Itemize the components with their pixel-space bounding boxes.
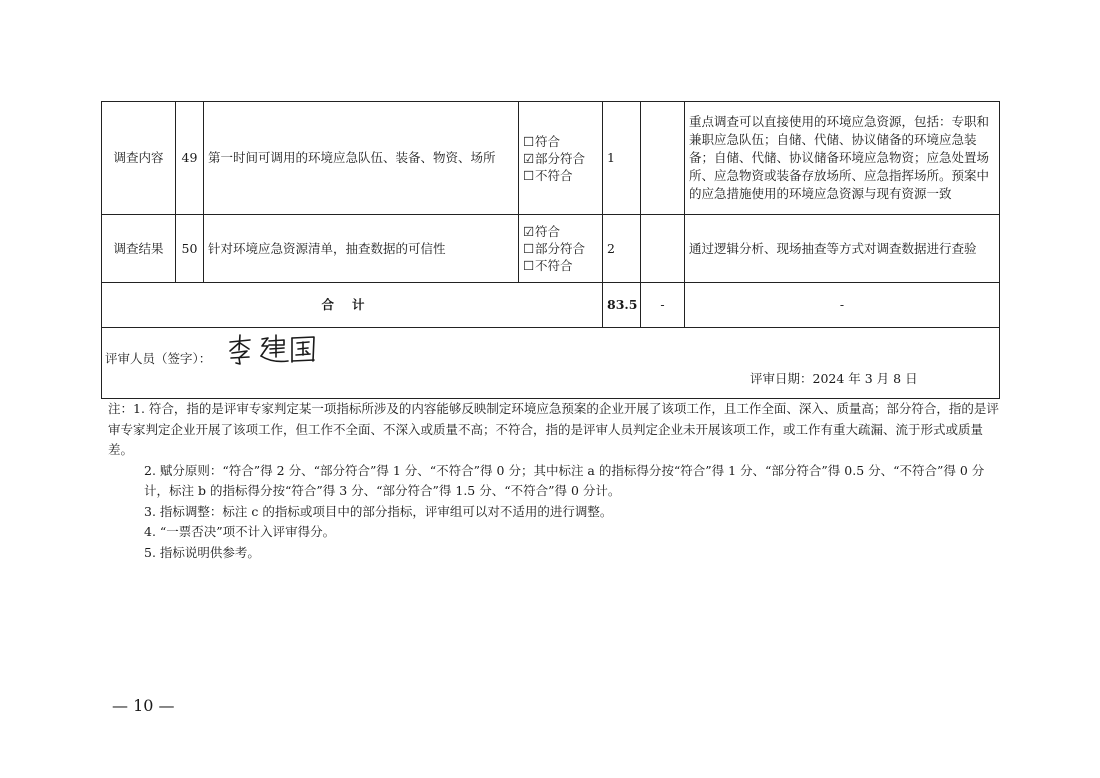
- notes: [108, 399, 1003, 563]
- signature-cell: [102, 328, 1000, 399]
- remark-cell: [641, 215, 685, 283]
- category-cell: 调查内容: [102, 102, 176, 215]
- option-compliant[interactable]: ☑符合: [523, 224, 561, 239]
- note-3: 3. 指标调整：标注 c 的指标或项目中的部分指标，评审组可以对不适用的进行调整。: [144, 503, 613, 519]
- compliance-options: [519, 102, 603, 215]
- explanation-cell: 通过逻辑分析、现场抽查等方式对调查数据进行查验: [685, 215, 1000, 283]
- item-content: 针对环境应急资源清单，抽查数据的可信性: [204, 215, 519, 283]
- checkbox-icon: ☐: [523, 258, 535, 273]
- checkbox-checked-icon: ☑: [523, 150, 535, 166]
- signature-row: [102, 328, 1000, 399]
- total-label: 合计: [102, 283, 603, 328]
- compliance-options: [519, 215, 603, 283]
- total-row: [102, 283, 1000, 328]
- reviewer-label: 评审人员（签字）：: [105, 351, 212, 366]
- checkbox-icon: ☐: [523, 241, 535, 256]
- option-partially-compliant[interactable]: ☐部分符合: [523, 241, 586, 256]
- item-number: 49: [176, 102, 204, 215]
- total-explanation: -: [685, 283, 1000, 328]
- total-score: 83.5: [603, 283, 641, 328]
- option-non-compliant[interactable]: ☐不符合: [523, 258, 573, 273]
- score-cell: 2: [603, 215, 641, 283]
- review-table: [101, 101, 1000, 399]
- table-row: [102, 215, 1000, 283]
- page-number: — 10 —: [112, 696, 175, 715]
- remark-cell: [641, 102, 685, 215]
- item-content: 第一时间可调用的环境应急队伍、装备、物资、场所: [204, 102, 519, 215]
- checkbox-icon: ☐: [523, 133, 535, 149]
- table-row: [102, 102, 1000, 215]
- option-partially-compliant[interactable]: ☑部分符合: [523, 150, 586, 166]
- option-non-compliant[interactable]: ☐不符合: [523, 167, 573, 183]
- category-cell: 调查结果: [102, 215, 176, 283]
- option-compliant[interactable]: ☐符合: [523, 133, 561, 149]
- explanation-cell: 重点调查可以直接使用的环境应急资源，包括：专职和兼职应急队伍；自储、代储、协议储备的环境应急装备；自储、代储、协议储备环境应急物资；应急处置场所、应急物资或装备存放场所、应急指挥场所。预案中的应急措施使用的环境应急资源与现有资源一致: [685, 102, 1000, 215]
- note-5: 5. 指标说明供参考。: [144, 544, 260, 560]
- checkbox-icon: ☐: [523, 167, 535, 183]
- item-number: 50: [176, 215, 204, 283]
- note-2: 2. 赋分原则：“符合”得 2 分、“部分符合”得 1 分、“不符合”得 0 分；其中标注 a 的指标得分按“符合”得 1 分、“部分符合”得 0.5 分、“不符合”得 0 分计，标注 b 的指标得分按“符合”得 3 分、“部分符合”得 1.5 分、“不符合”得 0 分计。: [144, 462, 985, 498]
- note-1: 注：1. 符合，指的是评审专家判定某一项指标所涉及的内容能够反映制定环境应急预案的企业开展了该项工作，且工作全面、深入、质量高；部分符合，指的是评审专家判定企业开展了该项工作，但工作不全面、不深入或质量不高；不符合，指的是评审人员判定企业未开展该项工作，或工作有重大疏漏、流于形式或质量差。: [108, 401, 999, 457]
- total-remark: -: [641, 283, 685, 328]
- review-date: 评审日期：2024 年 3 月 8 日: [750, 371, 918, 386]
- handwritten-signature: [224, 332, 320, 366]
- score-cell: 1: [603, 102, 641, 215]
- note-4: 4. “一票否决”项不计入评审得分。: [144, 524, 336, 539]
- checkbox-checked-icon: ☑: [523, 224, 535, 239]
